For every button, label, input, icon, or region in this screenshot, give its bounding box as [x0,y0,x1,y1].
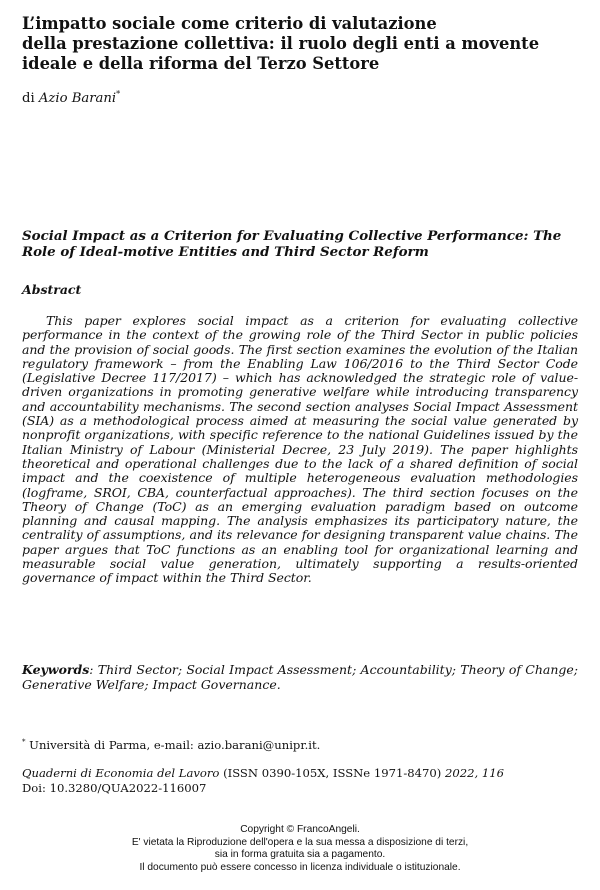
citation-block [22,766,578,796]
author-line [22,91,578,107]
title-line-3: ideale e della riforma del Terzo Settore [22,54,380,73]
journal-year-issue: 2022, 116 [444,766,504,780]
title-line-2: della prestazione collettiva: il ruolo degli enti a movente [22,34,540,53]
paper-title [22,14,578,74]
author-prefix: di [22,91,35,106]
keywords-label: Keywords [22,662,90,677]
abstract-heading: Abstract [22,282,82,297]
author-affiliation-footnote [22,738,578,752]
author-footnote-mark: * [116,89,121,99]
copyright-line-4: Il documento può essere concesso in licenza individuale o istituzionale. [139,861,461,873]
keywords-text: : Third Sector; Social Impact Assessment; Accountability; Theory of Change; Generative Welfare; Impact Governance. [22,662,578,692]
copyright-line-2: E' vietata la Riproduzione dell'opera e la sua messa a disposizione di terzi, [131,836,469,848]
journal-name: Quaderni di Economia del Lavoro [22,766,220,780]
journal-issn: (ISSN 0390-105X, ISSNe 1971-8470) [219,766,445,780]
citation-line [22,766,578,781]
footnote-text: Università di Parma, e-mail: azio.barani@unipr.it. [25,738,321,752]
doi-line: Doi: 10.3280/QUA2022-116007 [22,781,207,795]
copyright-line-1: Copyright © FrancoAngeli. [240,824,360,835]
title-line-1: L’impatto sociale come criterio di valutazione [22,14,437,33]
author-name: Azio Barani [38,91,117,106]
keywords-paragraph [22,662,578,692]
english-title: Social Impact as a Criterion for Evaluating Collective Performance: The Role of Ideal-motive Entities and Third Sector Reform [22,228,562,260]
abstract-body: This paper explores social impact as a criterion for evaluating collective performance in the context of the growing role of the Third Sector in public policies and the provision of social goods. The first section examines the evolution of the Italian regulatory framework – from the Enabling Law 106/2016 to the Third Sector Code (Legislative Decree 117/2017) – which has acknowledged the strategic role of value-driven organizations in promoting generative welfare while introducing transparency and accountability mechanisms. The second section analyses Social Impact Assessment (SIA) as a methodological process aimed at measuring the social value generated by nonprofit organizations, with specific reference to the national Guidelines issued by the Italian Ministry of Labour (Ministerial Decree, 23 July 2019). The paper highlights theoretical and operational challenges due to the lack of a shared definition of social impact and the coexistence of multiple heterogeneous evaluation methodologies (logframe, SROI, CBA, counterfactual approaches). The third section focuses on the Theory of Change (ToC) as an emerging evaluation paradigm based on outcome planning and causal mapping. The analysis emphasizes its participatory nature, the centrality of assumptions, and its relevance for designing transparent value chains. The paper argues that ToC functions as an enabling tool for organizational learning and measurable social value generation, ultimately supporting a results-oriented governance of impact within the Third Sector. [22,313,578,586]
paper-page [22,14,578,873]
copyright-notice [22,824,578,874]
copyright-line-3: sia in forma gratuita sia a pagamento. [214,849,386,860]
footnote-mark: * [22,738,26,747]
